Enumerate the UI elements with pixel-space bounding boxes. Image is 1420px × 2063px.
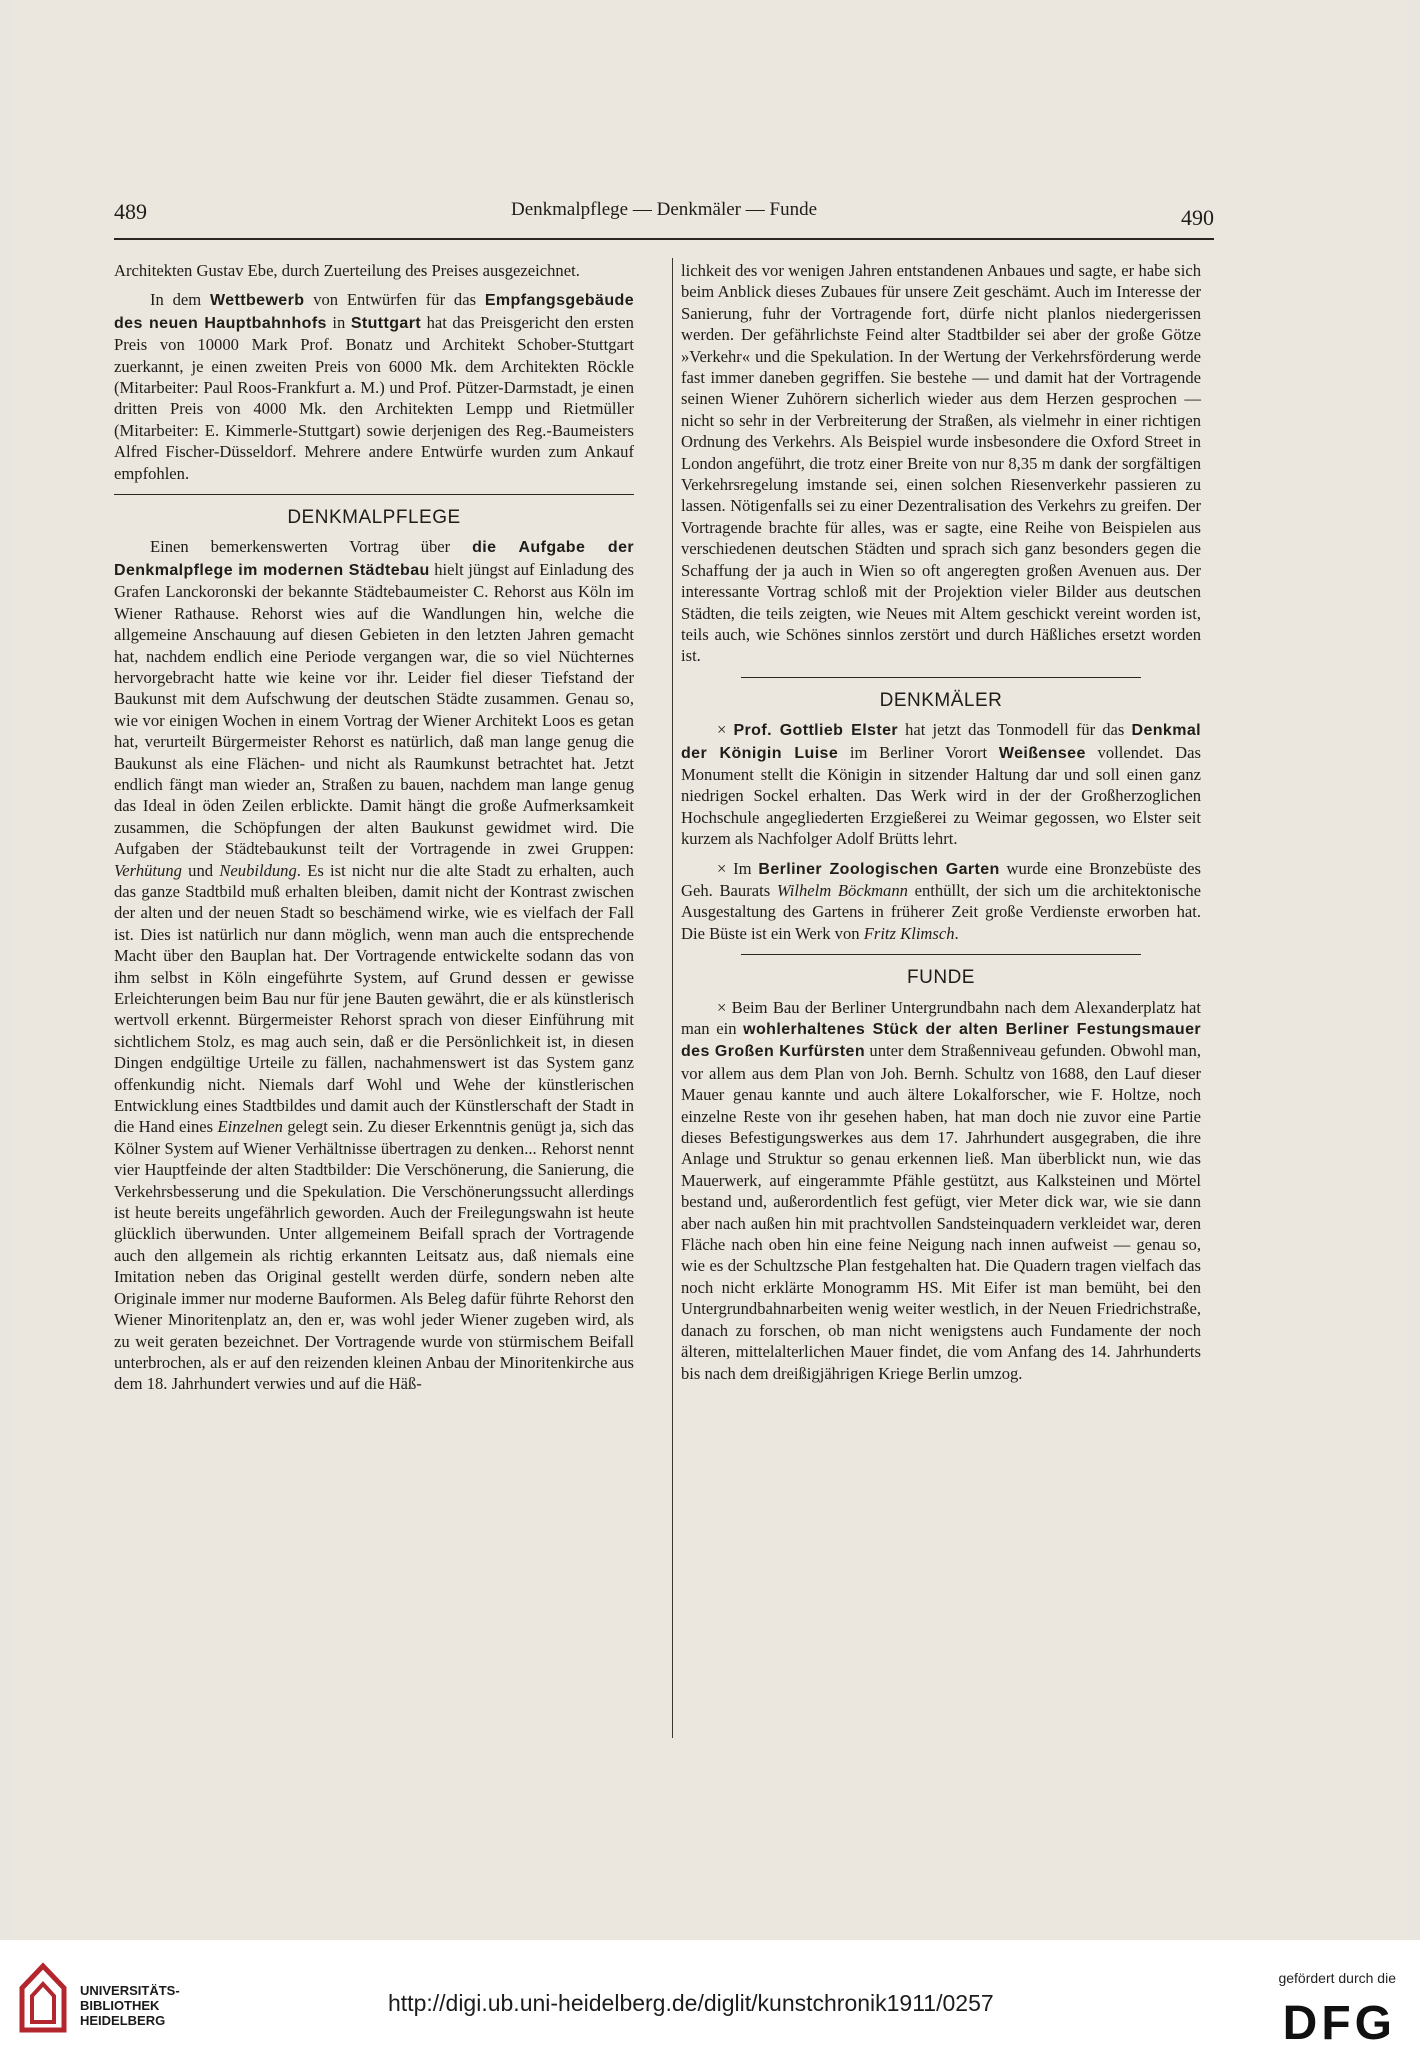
- paragraph-elster: × Prof. Gottlieb Elster hat jetzt das Tonmodell für das Denkmal der Königin Luise im Berliner Vorort Weißensee vollendet. Das Monument stellt die Königin in sitzender Haltung dar und soll einen ganz niedrigen Sockel erhalten. Das Werk wird in der der Großherzoglichen Hochschule angegliederten Erzgießerei zu Weimar gegossen, wo Elster seit kurzem als Nachfolger Adolf Brütts lehrt.: [681, 720, 1201, 849]
- page-number-right: 490: [1181, 205, 1214, 230]
- footer-bar: [0, 1940, 1420, 2063]
- funding-note: gefördert durch die: [1278, 1970, 1396, 1986]
- dfg-logo: DFG: [1282, 1997, 1396, 2050]
- paragraph-festungsmauer: × Beim Bau der Berliner Untergrundbahn nach dem Alexanderplatz hat man ein wohlerhaltenes Stück der alten Berliner Festungsmauer des Großen Kurfürsten unter dem Straßenniveau gefunden. Obwohl man, vor allem aus dem Plan von Joh. Bernh. Schultz von 1688, den Lauf dieser Mauer genau kannte und auch ältere Lokalforscher, wie F. Holtze, noch einzelne Reste von ihr gesehen haben, hat man doch nie zuvor eine Partie dieses Befestigungswerkes aus dem 17. Jahrhundert ausgegraben, die ihre Anlage und Struktur so genau erkennen ließ. Man überblickt nun, wie das Mauerwerk, auf eingerammte Pfähle gestützt, aus Kalksteinen und Mörtel bestand und, außerordentlich fest gefügt, vier Meter dick war, wie sie dann aber nach außen hin mit prachtvollen Sandsteinquadern verkleidet war, deren Fläche nach oben hin eine feine Neigung nach innen aufweist — genau so, wie es der Schultzsche Plan festgehalten hat. Die Quadern tragen vielfach das noch nicht erklärte Monogramm HS. Mit Eifer ist man bemüht, bei den Untergrundbahnarbeiten wenig weiter westlich, in der Neuen Friedrichstraße, danach zu forschen, ob man nicht wenigstens auch Fundamente der noch älteren, mittelalterlichen Mauer findet, die vom Anfang des 14. Jahrhunderts bis nach dem dreißigjährigen Kriege Berlin umzog.: [681, 997, 1202, 1383]
- section-heading-funde: FUNDE: [907, 967, 975, 989]
- section-rule: [114, 494, 634, 495]
- library-logo-icon: [18, 1958, 68, 2036]
- paragraph-wettbewerb: In dem Wettbewerb von Entwürfen für das Empfangsgebäude des neuen Hauptbahnhofs in Stuttgart hat das Preisgericht den ersten Preis von 10000 Mark Prof. Bonatz und Architekt Schober-Stuttgart zuerkannt, je einen zweiten Preis von 6000 Mk. dem Architekten Röckle (Mitarbeiter: Paul Roos-Frankfurt a. M.) und Prof. Pützer-Darmstadt, je einen dritten Preis von 4000 Mk. den Architekten Lempp und Rietmüller (Mitarbeiter: E. Kimmerle-Stuttgart) sowie derjenigen des Reg.-Baumeisters Alfred Fischer-Düsseldorf. Mehrere andere Entwürfe wurden zum Ankauf empfohlen.: [114, 290, 634, 483]
- section-rule: [741, 677, 1141, 678]
- paragraph-zoo: × Im Berliner Zoologischen Garten wurde eine Bronzebüste des Geh. Baurats Wilhelm Böckmann enthüllt, der sich um die architektonische Ausgestaltung des Gartens in früherer Zeit große Verdienste erworben hat. Die Büste ist ein Werk von Fritz Klimsch.: [681, 858, 1202, 943]
- paragraph: lichkeit des vor wenigen Jahren entstandenen Anbaues und sagte, er habe sich beim Anblick dieses Zubaues für unsere Zeit geschämt. Auch im Interesse der Sanierung, fuhr der Vortragende fort, dürfe nicht planlos niedergerissen werden. Der gefährlichste Feind alter Stadtbilder sei aber der große Götze »Verkehr« und die Spekulation. In der Wertung der Verkehrsförderung werde fast immer daneben gegriffen. Sie bestehe — und damit hat der Vortragende seinen Wiener Zuhörern sicherlich wieder aus dem Herzen gesprochen — nicht so sehr in der Verbreiterung der Straßen, als vielmehr in einer richtigen Ordnung des Verkehrs. Als Beispiel wurde insbesondere die Oxford Street in London angeführt, die trotz einer Breite von nur 8,35 m dank der sorgfältigen Verkehrsregelung imstande sei, einen solchen Riesenverkehr passieren zu lassen. Nötigenfalls sei zu einer Dezentralisation des Verkehrs zu greifen. Der Vortragende brachte für alles, was er sagte, eine Reihe von Beispielen aus verschiedenen deutschen Städten und sprach sich ganz besonders gegen die Schaffung der ja auch in Wien so oft angeregten großen Avenuen aus. Der interessante Vortrag schloß mit der Projektion vieler Bilder aus deutschen Städten, die teils zeigten, wie Neues mit Altem geschickt vereint worden ist, teils auch, wie Schönes sinnlos zerstört und durch Häßliches ersetzt worden ist.: [681, 261, 1201, 666]
- running-title: Denkmalpflege — Denkmäler — Funde: [510, 199, 818, 220]
- header-rule: [114, 238, 1214, 240]
- paragraph-vortrag: Einen bemerkenswerten Vortrag über die Aufgabe der Denkmalpflege im modernen Städtebau hielt jüngst auf Einladung des Grafen Lanckoronski der bekannte Städtebaumeister C. Rehorst aus Köln im Wiener Rathause. Rehorst wies auf die Wandlungen hin, welche die allgemeine Anschauung auf diesen Gebieten in den letzten Jahren gemacht hat, nachdem endlich eine Periode vergangen war, die so viel Nüchternes hervorgebracht hatte wie keine vor ihr. Leider fiel dieser Tiefstand der Baukunst mit dem Aufschwung der deutschen Städte zusammen. Genau so, wie vor einigen Wochen in einem Vortrag der Wiener Architekt Loos es getan hat, verurteilt Bürgermeister Rehorst es natürlich, daß man lange genug die Baukunst als eine Flächen- und nicht als Raumkunst betrachtet hat. Jetzt endlich fängt man wieder an, Straßen zu bauen, nachdem man lange genug das Ideal in öden Zeilen erblickte. Damit hängt die große Aufmerksamkeit zusammen, die Schöpfungen der alten Baukunst gewidmet wird. Die Aufgaben der Städtebaukunst teilt der Vortragende in zwei Gruppen: Verhütung und Neubildung. Es ist nicht nur die alte Stadt zu erhalten, auch das ganze Stadtbild muß erhalten bleiben, damit nicht der Kontrast zwischen der alten und der neuen Stadt so beschämend wirke, wie es vielfach der Fall ist. Dies ist natürlich nur dann möglich, wenn man auch die entsprechende Macht über den Bauplan hat. Der Vortragende entwickelte sodann das von ihm selbst in Köln eingeführte System, auf Grund dessen er gewisse Erleichterungen beim Bau nur für jene Bauten gewährt, die er als künstlerisch wertvoll erkennt. Bürgermeister Rehorst sprach von dieser Einführung mit sichtlichem Stolz, es mag auch sein, daß er die Persönlichkeit ist, in diesen Dingen endgültige Urteile zu fällen, nachahmenswert ist das System ganz offenkundig nicht. Niemals darf Wohl und Wehe der künstlerischen Entwicklung eines Stadtbildes und damit auch der Künstlerschaft der Stadt in die Hand eines Einzelnen gelegt sein. Zu dieser Erkenntnis genügt ja, sich das Kölner System auf Wiener Verhältnisse übertragen zu denken... Rehorst nennt vier Hauptfeinde der alten Stadtbilder: Die Verschönerung, die Sanierung, die Verkehrsbesserung und die Spekulation. Die Verschönerungssucht allerdings ist heute bereits ungefährlich geworden. Auch der Freilegungswahn ist heute glücklich überwunden. Unter allgemeinem Beifall sprach der Vortragende auch den allgemein als richtig erkannten Leitsatz aus, daß niemals eine Imitation neben das Original gestellt werden dürfe, sondern neben alte Originale immer nur moderne Bauformen. Als Beleg dafür führte Rehorst den Wiener Minoritenplatz an, den er, was wohl jeder Wiener zugeben wird, als zu weit geraten bezeichnet. Der Vortragende wurde von stürmischem Beifall unterbrochen, als er auf den reizenden kleinen Anbau der Minoritenkirche aus dem 18. Jahrhundert verwies und auf die Häß-: [114, 537, 635, 1394]
- running-header: [114, 195, 1214, 229]
- page-number-left: 489: [114, 199, 147, 224]
- column-divider: [672, 258, 673, 1738]
- section-heading-denkmaeler: DENKMÄLER: [879, 689, 1003, 711]
- section-rule: [741, 954, 1141, 955]
- section-heading-denkmalpflege: DENKMALPFLEGE: [287, 507, 461, 529]
- left-column: [114, 260, 634, 1395]
- paragraph: Architekten Gustav Ebe, durch Zuerteilung des Preises ausgezeichnet.: [114, 261, 580, 280]
- right-column: [681, 260, 1201, 1384]
- source-url[interactable]: http://digi.ub.uni-heidelberg.de/diglit/kunstchronik1911/0257: [388, 1990, 994, 2016]
- library-name: UNIVERSITÄTS- BIBLIOTHEK HEIDELBERG: [80, 1983, 180, 2028]
